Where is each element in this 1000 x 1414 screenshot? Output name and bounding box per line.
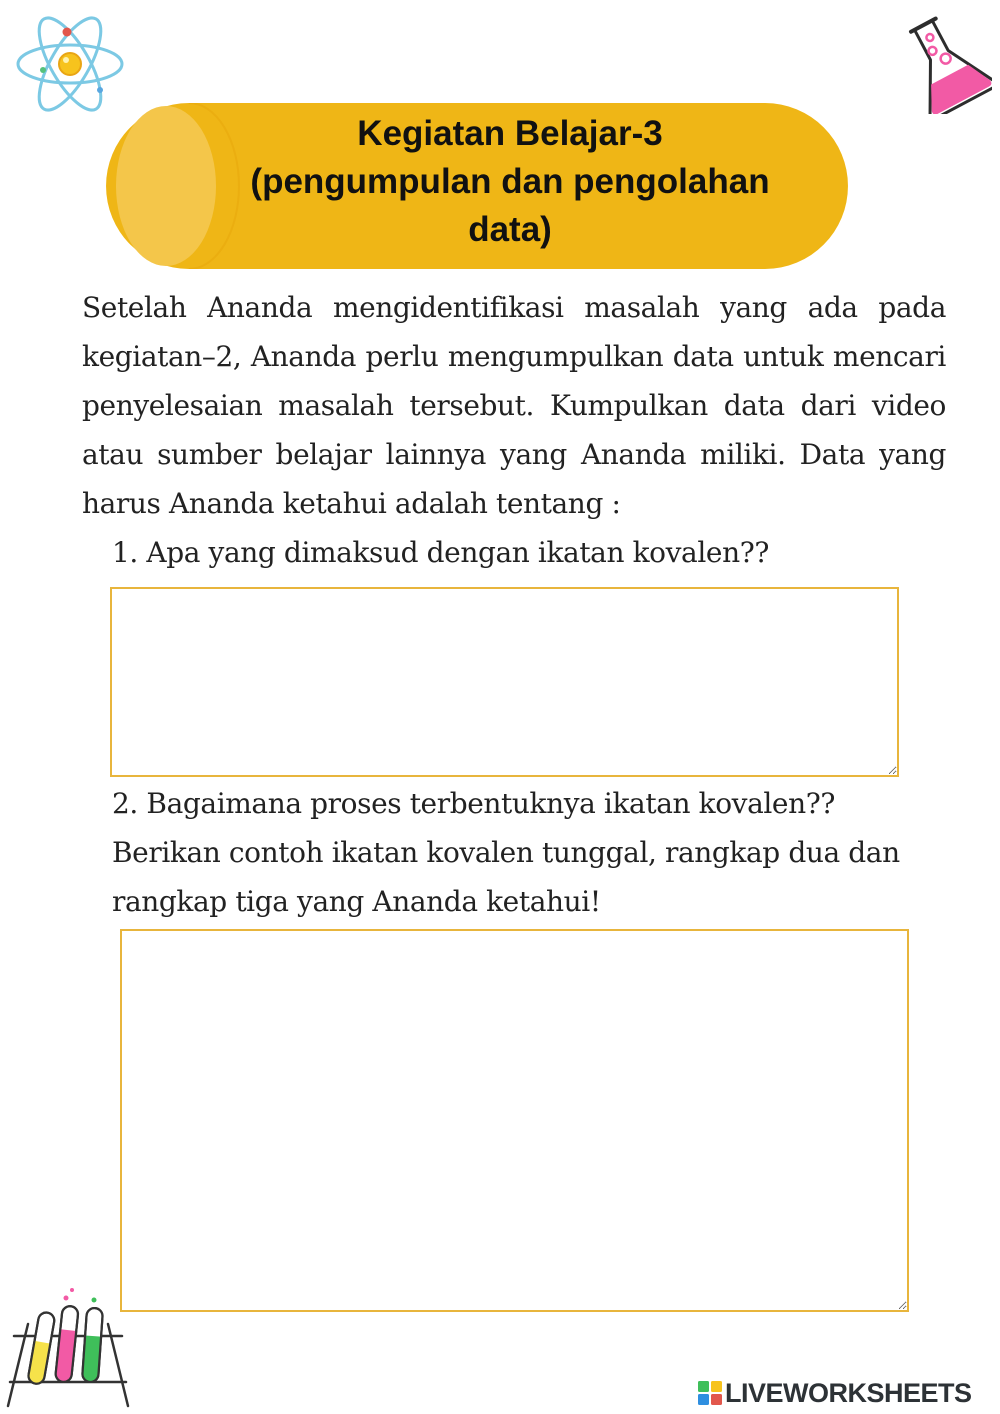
question-1: 1. Apa yang dimaksud dengan ikatan kovalen?? xyxy=(112,536,769,569)
title-line-1: Kegiatan Belajar-3 xyxy=(357,114,663,153)
flask-icon xyxy=(896,14,992,114)
page-title xyxy=(180,110,840,260)
test-tubes-icon xyxy=(0,1286,140,1414)
title-line-2: (pengumpulan dan pengolahan xyxy=(250,162,770,201)
answer-box-1[interactable] xyxy=(110,587,899,777)
intro-paragraph: Setelah Ananda mengidentifikasi masalah yang ada pada kegiatan–2, Ananda perlu mengumpulkan data untuk mencari penyelesaian masalah tersebut. Kumpulkan data dari video atau sumber belajar lainnya yang Ananda miliki. Data yang harus Ananda ketahui adalah tentang : xyxy=(82,291,946,520)
liveworksheets-logo[interactable] xyxy=(697,1378,997,1408)
answer-box-2[interactable] xyxy=(120,929,909,1312)
title-line-3: data) xyxy=(468,210,552,249)
liveworksheets-brand: LIVEWORKSHEETS xyxy=(725,1377,972,1408)
question-2: 2. Bagaimana proses terbentuknya ikatan kovalen?? Berikan contoh ikatan kovalen tunggal, rangkap dua dan rangkap tiga yang Ananda ketahui! xyxy=(112,787,900,918)
liveworksheets-logo-icon xyxy=(697,1380,723,1406)
